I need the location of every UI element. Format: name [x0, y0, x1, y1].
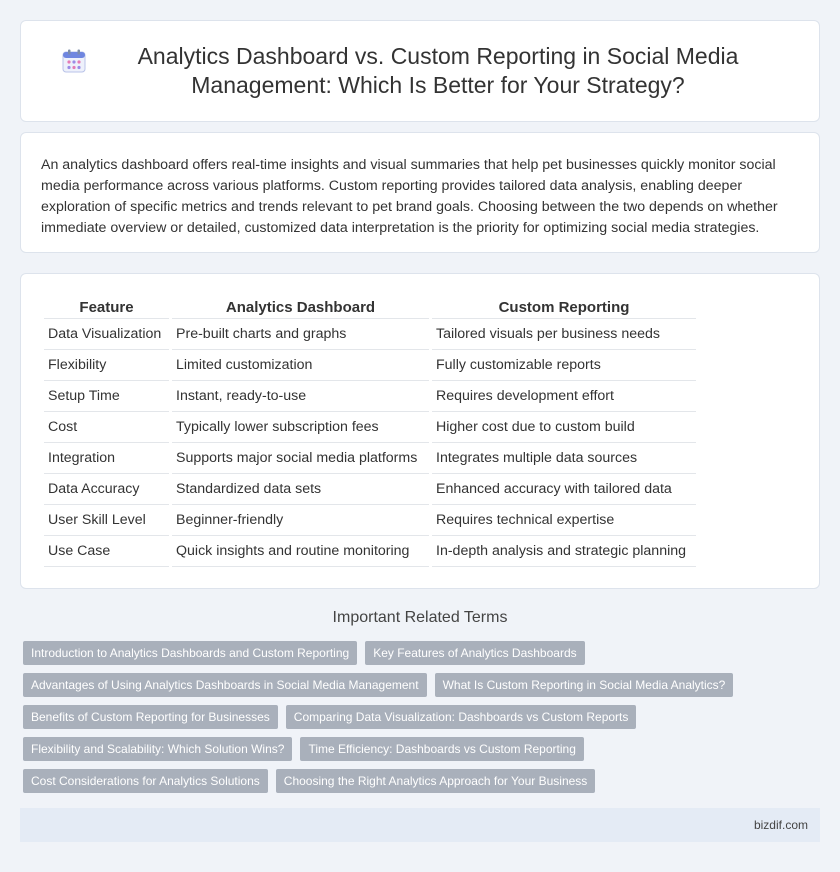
related-term-tag[interactable]: Comparing Data Visualization: Dashboards vs Custom Reports	[286, 705, 637, 729]
dashboard-cell: Instant, ready-to-use	[172, 381, 429, 412]
related-terms-row	[23, 641, 823, 665]
related-term-tag[interactable]: What Is Custom Reporting in Social Media Analytics?	[435, 673, 734, 697]
table-row	[44, 474, 696, 505]
table-row	[44, 319, 696, 350]
related-term-tag[interactable]: Cost Considerations for Analytics Solutions	[23, 769, 268, 793]
feature-cell: User Skill Level	[44, 505, 169, 536]
custom-cell: Tailored visuals per business needs	[432, 319, 696, 350]
intro-text: An analytics dashboard offers real-time insights and visual summaries that help pet businesses quickly monitor social media performance across various platforms. Custom reporting provides tailored data analysis, enabling deeper exploration of specific metrics and trends relevant to pet brand goals. Choosing between the two depends on whether immediate overview or detailed, customized data interpretation is the priority for optimizing social media strategies.	[41, 157, 778, 236]
feature-cell: Data Accuracy	[44, 474, 169, 505]
related-term-tag[interactable]: Introduction to Analytics Dashboards and Custom Reporting	[23, 641, 357, 665]
comparison-table	[41, 294, 699, 567]
custom-cell: Higher cost due to custom build	[432, 412, 696, 443]
related-term-tag[interactable]: Time Efficiency: Dashboards vs Custom Reporting	[300, 737, 583, 761]
related-term-tag[interactable]: Benefits of Custom Reporting for Businesses	[23, 705, 278, 729]
feature-cell: Data Visualization	[44, 319, 169, 350]
custom-cell: Integrates multiple data sources	[432, 443, 696, 474]
feature-cell: Integration	[44, 443, 169, 474]
related-terms-row	[23, 705, 823, 729]
dashboard-cell: Typically lower subscription fees	[172, 412, 429, 443]
calendar-icon	[61, 48, 87, 74]
related-term-tag[interactable]: Flexibility and Scalability: Which Solution Wins?	[23, 737, 292, 761]
dashboard-cell: Beginner-friendly	[172, 505, 429, 536]
related-term-tag[interactable]: Choosing the Right Analytics Approach for Your Business	[276, 769, 596, 793]
related-terms-title: Important Related Terms	[332, 609, 508, 626]
feature-cell: Use Case	[44, 536, 169, 567]
related-terms-row	[23, 737, 823, 761]
table-row	[44, 412, 696, 443]
custom-cell: Requires technical expertise	[432, 505, 696, 536]
table-row	[44, 350, 696, 381]
table-header-row	[44, 294, 696, 319]
related-terms-row	[23, 673, 823, 697]
table-row	[44, 536, 696, 567]
custom-cell: In-depth analysis and strategic planning	[432, 536, 696, 567]
related-terms-row	[23, 769, 823, 793]
title-card	[20, 20, 820, 122]
dashboard-cell: Pre-built charts and graphs	[172, 319, 429, 350]
footer-site[interactable]: bizdif.com	[753, 818, 808, 832]
dashboard-cell: Limited customization	[172, 350, 429, 381]
comparison-card	[20, 273, 820, 589]
custom-cell: Fully customizable reports	[432, 350, 696, 381]
dashboard-cell: Standardized data sets	[172, 474, 429, 505]
custom-cell: Enhanced accuracy with tailored data	[432, 474, 696, 505]
table-row	[44, 381, 696, 412]
footer	[20, 808, 820, 842]
feature-cell: Setup Time	[44, 381, 169, 412]
feature-cell: Flexibility	[44, 350, 169, 381]
feature-cell: Cost	[44, 412, 169, 443]
page-title: Analytics Dashboard vs. Custom Reporting in Social Media Management: Which Is Better for Your Strategy?	[137, 43, 739, 98]
table-row	[44, 505, 696, 536]
related-term-tag[interactable]: Key Features of Analytics Dashboards	[365, 641, 584, 665]
custom-cell: Requires development effort	[432, 381, 696, 412]
intro-card	[20, 132, 820, 253]
column-header-custom: Custom Reporting	[432, 294, 696, 319]
related-terms-list	[23, 641, 823, 801]
dashboard-cell: Quick insights and routine monitoring	[172, 536, 429, 567]
column-header-dashboard: Analytics Dashboard	[172, 294, 429, 319]
column-header-feature: Feature	[44, 294, 169, 319]
dashboard-cell: Supports major social media platforms	[172, 443, 429, 474]
table-row	[44, 443, 696, 474]
related-term-tag[interactable]: Advantages of Using Analytics Dashboards in Social Media Management	[23, 673, 427, 697]
